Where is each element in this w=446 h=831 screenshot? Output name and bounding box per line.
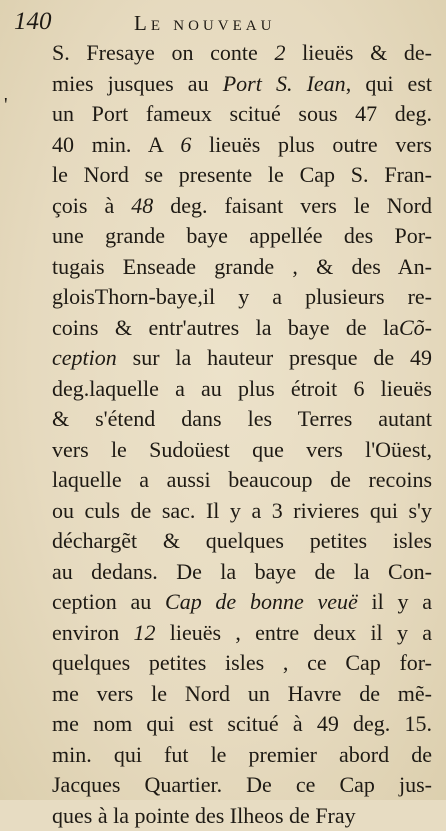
- text-line: [52, 587, 432, 618]
- text-run: ques à la pointe des Ilheos de Fray: [52, 803, 356, 828]
- text-run: une grande baye appellée des Por-: [52, 223, 432, 248]
- text-run: deg.laquelle a au plus étroit 6 lieuës: [52, 376, 432, 401]
- text-run: me vers le Nord un Havre de mẽ-: [52, 681, 432, 706]
- text-run: déchargẽt & quelques petites isles: [52, 528, 432, 553]
- text-run: lieuës & de-: [285, 40, 432, 65]
- page-number: 140: [14, 8, 52, 36]
- text-line: [52, 404, 432, 435]
- text-line: [52, 648, 432, 679]
- text-line: [52, 130, 432, 161]
- text-run: un Port fameux scitué sous 47 deg.: [52, 101, 432, 126]
- text-run: & s'étend dans les Terres autant: [52, 406, 432, 431]
- text-run: min. qui fut le premier abord de: [52, 742, 432, 767]
- italic-run: Cap de bonne veuë: [165, 589, 358, 614]
- text-run: le Nord se presente le Cap S. Fran-: [52, 162, 432, 187]
- text-run: 40 min. A: [52, 132, 180, 157]
- text-line: [52, 343, 432, 374]
- body-text: [52, 38, 432, 831]
- text-run: coins & entr'autres la baye de la: [52, 315, 399, 340]
- text-run: lieuës plus outre vers: [191, 132, 432, 157]
- text-run: Jacques Quartier. De ce Cap jus-: [52, 772, 432, 797]
- text-line: [52, 496, 432, 527]
- text-run: lieuës , entre deux il y a: [155, 620, 432, 645]
- text-line: [52, 191, 432, 222]
- margin-mark: ': [4, 94, 8, 117]
- text-run: environ: [52, 620, 133, 645]
- text-line: [52, 221, 432, 252]
- text-run: mies jusques au: [52, 71, 223, 96]
- italic-run: 6: [180, 132, 191, 157]
- text-run: laquelle a aussi beaucoup de recoins: [52, 467, 432, 492]
- text-line: [52, 709, 432, 740]
- text-run: au dedans. De la baye de la Con-: [52, 559, 432, 584]
- text-run: il y a: [358, 589, 432, 614]
- text-run: çois à: [52, 193, 131, 218]
- text-run: ou culs de sac. Il y a 3 rivieres qui s'y: [52, 498, 432, 523]
- text-line: [52, 679, 432, 710]
- text-line: [52, 313, 432, 344]
- text-run: S. Fresaye on conte: [52, 40, 274, 65]
- italic-run: ception: [52, 345, 117, 370]
- text-run: tugais Enseade grande , & des An-: [52, 254, 432, 279]
- text-run: sur la hauteur presque de 49: [117, 345, 432, 370]
- italic-run: 48: [131, 193, 153, 218]
- running-head: Le nouveau: [134, 11, 275, 36]
- text-line: [52, 801, 432, 831]
- italic-run: 2: [274, 40, 285, 65]
- text-run: deg. faisant vers le Nord: [153, 193, 432, 218]
- text-run: ception au: [52, 589, 165, 614]
- text-run: , qui est: [346, 71, 432, 96]
- text-line: [52, 38, 432, 69]
- page-header: [14, 6, 434, 40]
- text-run: vers le Sudoüest que vers l'Oüest,: [52, 437, 432, 462]
- text-line: [52, 160, 432, 191]
- text-line: [52, 374, 432, 405]
- italic-run: 12: [133, 620, 155, 645]
- text-line: [52, 282, 432, 313]
- text-line: [52, 618, 432, 649]
- text-line: [52, 557, 432, 588]
- text-line: [52, 465, 432, 496]
- text-run: quelques petites isles , ce Cap for-: [52, 650, 432, 675]
- text-line: [52, 99, 432, 130]
- text-line: [52, 770, 432, 801]
- text-line: [52, 252, 432, 283]
- text-line: [52, 435, 432, 466]
- text-line: [52, 740, 432, 771]
- text-run: gloisThorn-baye,il y a plusieurs re-: [52, 284, 432, 309]
- text-run: me nom qui est scitué à 49 deg. 15.: [52, 711, 432, 736]
- text-line: [52, 69, 432, 100]
- italic-run: Port S. Iean: [223, 71, 346, 96]
- text-line: [52, 526, 432, 557]
- italic-run: Cõ-: [399, 315, 432, 340]
